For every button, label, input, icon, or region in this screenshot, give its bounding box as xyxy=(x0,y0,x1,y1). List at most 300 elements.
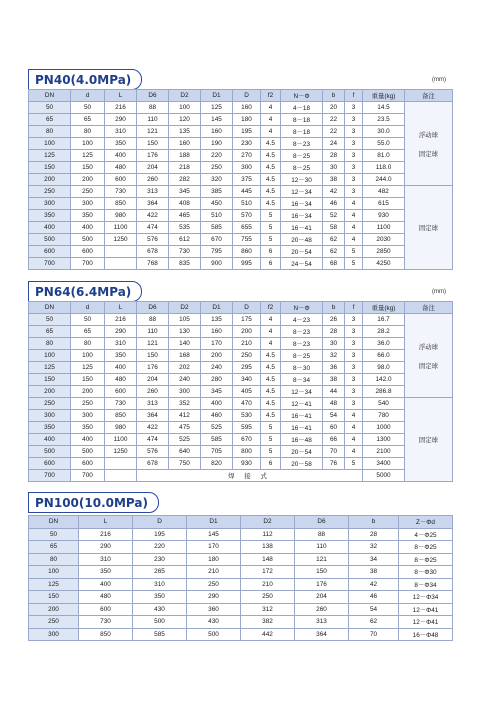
column-header: D xyxy=(233,302,261,314)
table-row xyxy=(29,616,453,629)
table-cell: 100 xyxy=(169,102,201,114)
table-cell: 125 xyxy=(29,362,71,374)
table-cell: 3 xyxy=(345,386,363,398)
table-cell: 24 xyxy=(323,138,345,150)
table-cell: 500 xyxy=(71,446,105,458)
table-cell: 350 xyxy=(71,422,105,434)
table-cell: 204 xyxy=(295,591,349,604)
table-cell: 290 xyxy=(79,541,133,554)
table-cell: 4.5 xyxy=(261,162,281,174)
table-cell: 312 xyxy=(241,603,295,616)
table-row xyxy=(29,566,453,579)
table-cell: 450 xyxy=(201,198,233,210)
pn64-header xyxy=(28,282,142,301)
table-cell: 3 xyxy=(345,174,363,186)
table-cell: 105 xyxy=(169,314,201,326)
table-cell: 160 xyxy=(169,138,201,150)
table-cell: 195 xyxy=(133,528,187,541)
table-cell: 34 xyxy=(349,553,399,566)
table-cell: 80 xyxy=(29,126,71,138)
table-cell: 510 xyxy=(233,198,261,210)
table-cell: 88 xyxy=(295,528,349,541)
table-cell: 150 xyxy=(137,350,169,362)
table-cell: 54 xyxy=(323,410,345,422)
table-cell: 204 xyxy=(137,374,169,386)
pn40-title: PN40(4.0MPa) xyxy=(28,69,142,90)
table-cell: 168 xyxy=(169,350,201,362)
table-cell: 270 xyxy=(233,150,261,162)
table-cell: 1100 xyxy=(105,222,137,234)
table-cell: 8－25 xyxy=(281,150,323,162)
table-cell: 930 xyxy=(363,210,405,222)
table-cell: 24－54 xyxy=(281,258,323,270)
pn100-title: PN100(10.0MPa) xyxy=(28,492,159,513)
table-cell: 600 xyxy=(79,603,133,616)
table-cell: 16－41 xyxy=(281,422,323,434)
table-cell: 46 xyxy=(349,591,399,604)
column-header: Z－Φd xyxy=(399,516,453,529)
table-cell: 180 xyxy=(233,114,261,126)
table-cell: 142.0 xyxy=(363,374,405,386)
column-header: d xyxy=(71,90,105,102)
table-cell: 350 xyxy=(29,422,71,434)
pn64-table xyxy=(28,301,453,482)
table-cell: 8－Φ34 xyxy=(399,578,453,591)
table-cell: 210 xyxy=(187,566,241,579)
table-cell: 350 xyxy=(71,210,105,222)
table-cell: 4.5 xyxy=(261,410,281,422)
table-row xyxy=(29,446,453,458)
table-cell: 640 xyxy=(169,446,201,458)
remark-floating-label: 浮动球 xyxy=(418,131,439,139)
table-cell: 310 xyxy=(105,338,137,350)
table-cell: 445 xyxy=(233,186,261,198)
table-cell: 16－41 xyxy=(281,410,323,422)
table-cell: 585 xyxy=(201,222,233,234)
table-cell: 290 xyxy=(105,114,137,126)
table-cell: 8－25 xyxy=(281,162,323,174)
table-cell: 600 xyxy=(29,458,71,470)
table-cell: 4.5 xyxy=(261,350,281,362)
table-cell: 474 xyxy=(137,434,169,446)
column-header: D1 xyxy=(201,302,233,314)
table-cell: 980 xyxy=(105,422,137,434)
table-cell: 300 xyxy=(29,628,79,641)
table-cell: 12－30 xyxy=(281,174,323,186)
table-cell: 576 xyxy=(137,446,169,458)
column-header: 备注 xyxy=(405,302,453,314)
table-cell: 313 xyxy=(137,398,169,410)
table-cell: 138 xyxy=(241,541,295,554)
table-cell: 730 xyxy=(105,398,137,410)
table-cell: 795 xyxy=(201,246,233,258)
table-cell: 26 xyxy=(323,314,345,326)
column-header: D1 xyxy=(201,90,233,102)
table-cell: 3 xyxy=(345,362,363,374)
table-cell: 3 xyxy=(345,150,363,162)
table-cell: 4 xyxy=(261,338,281,350)
table-cell xyxy=(105,458,137,470)
table-row xyxy=(29,314,453,326)
table-cell: 530 xyxy=(233,410,261,422)
table-cell: 570 xyxy=(233,210,261,222)
table-cell: 4 xyxy=(345,222,363,234)
table-cell: 4 xyxy=(345,446,363,458)
table-cell: 32 xyxy=(349,541,399,554)
table-cell: 300 xyxy=(29,410,71,422)
table-cell: 121 xyxy=(137,338,169,350)
table-cell: 62 xyxy=(323,246,345,258)
table-cell: 6 xyxy=(261,246,281,258)
table-cell: 16－Φ48 xyxy=(399,628,453,641)
column-header: b xyxy=(323,302,345,314)
table-cell: 4.5 xyxy=(261,138,281,150)
table-cell: 20－48 xyxy=(281,234,323,246)
table-cell: 230 xyxy=(133,553,187,566)
table-cell: 220 xyxy=(133,541,187,554)
table-cell: 8－23 xyxy=(281,326,323,338)
table-cell: 442 xyxy=(241,628,295,641)
column-header: b xyxy=(323,90,345,102)
table-cell: 300 xyxy=(71,198,105,210)
table-cell: 88 xyxy=(137,314,169,326)
table-cell: 290 xyxy=(105,326,137,338)
table-cell: 350 xyxy=(79,566,133,579)
table-cell: 930 xyxy=(233,458,261,470)
column-header: DN xyxy=(29,302,71,314)
table-cell: 80 xyxy=(71,126,105,138)
table-cell: 1100 xyxy=(105,434,137,446)
table-row xyxy=(29,338,453,350)
table-cell: 678 xyxy=(137,246,169,258)
table-cell: 150 xyxy=(295,566,349,579)
table-cell: 600 xyxy=(29,246,71,258)
table-cell: 12－Φ41 xyxy=(399,616,453,629)
table-row xyxy=(29,222,453,234)
table-cell: 290 xyxy=(187,591,241,604)
table-cell: 700 xyxy=(71,258,105,270)
table-cell: 130 xyxy=(169,326,201,338)
table-cell: 42 xyxy=(323,186,345,198)
table-cell: 280 xyxy=(201,374,233,386)
table-cell: 5 xyxy=(261,446,281,458)
table-cell: 655 xyxy=(233,222,261,234)
table-row xyxy=(29,374,453,386)
table-cell: 118.0 xyxy=(363,162,405,174)
table-cell: 216 xyxy=(79,528,133,541)
weld-type-cell: 焊 接 式 xyxy=(137,470,363,482)
table-cell: 5 xyxy=(345,246,363,258)
table-cell: 364 xyxy=(295,628,349,641)
table-cell: 204 xyxy=(137,162,169,174)
table-row xyxy=(29,114,453,126)
table-cell: 900 xyxy=(201,258,233,270)
table-cell: 14.5 xyxy=(363,102,405,114)
table-cell: 150 xyxy=(29,591,79,604)
table-cell: 135 xyxy=(169,126,201,138)
table-cell: 22 xyxy=(323,126,345,138)
table-cell: 405 xyxy=(233,386,261,398)
table-row xyxy=(29,528,453,541)
table-cell: 172 xyxy=(241,566,295,579)
table-cell: 3 xyxy=(345,102,363,114)
table-cell: 260 xyxy=(137,386,169,398)
table-cell: 460 xyxy=(201,410,233,422)
table-cell: 12－41 xyxy=(281,398,323,410)
table-cell: 3 xyxy=(345,374,363,386)
column-header: D2 xyxy=(241,516,295,529)
table-cell: 50 xyxy=(71,314,105,326)
column-header: 重量(kg) xyxy=(363,90,405,102)
table-cell: 470 xyxy=(233,398,261,410)
table-cell: 350 xyxy=(133,591,187,604)
table-cell: 240 xyxy=(201,362,233,374)
table-cell: 110 xyxy=(295,541,349,554)
table-cell: 585 xyxy=(201,434,233,446)
table-cell: 160 xyxy=(233,102,261,114)
table-cell: 28 xyxy=(323,326,345,338)
table-cell xyxy=(105,258,137,270)
table-cell: 350 xyxy=(105,138,137,150)
table-cell: 200 xyxy=(29,386,71,398)
table-cell: 38 xyxy=(349,566,399,579)
column-header: L xyxy=(105,90,137,102)
table-cell: 12－Φ41 xyxy=(399,603,453,616)
header-row xyxy=(29,516,453,529)
table-cell: 250 xyxy=(29,186,71,198)
column-header: 备注 xyxy=(405,90,453,102)
table-cell: 525 xyxy=(201,422,233,434)
table-cell: 422 xyxy=(137,422,169,434)
table-cell: 5 xyxy=(261,210,281,222)
column-header: D xyxy=(133,516,187,529)
table-cell: 4.5 xyxy=(261,386,281,398)
table-cell: 500 xyxy=(133,616,187,629)
table-cell: 20－54 xyxy=(281,446,323,458)
table-cell: 500 xyxy=(29,446,71,458)
table-cell: 705 xyxy=(201,446,233,458)
table-cell: 500 xyxy=(29,234,71,246)
table-cell: 250 xyxy=(201,162,233,174)
table-cell: 615 xyxy=(363,198,405,210)
table-cell: 20 xyxy=(323,102,345,114)
table-cell: 200 xyxy=(71,174,105,186)
table-cell: 535 xyxy=(169,222,201,234)
table-cell: 4.5 xyxy=(261,362,281,374)
column-header: N－Φ xyxy=(281,302,323,314)
table-cell: 700 xyxy=(71,470,105,482)
table-cell: 65 xyxy=(29,541,79,554)
table-cell: 300 xyxy=(233,162,261,174)
table-row xyxy=(29,541,453,554)
table-cell: 36.0 xyxy=(363,338,405,350)
table-cell: 300 xyxy=(29,198,71,210)
table-row xyxy=(29,198,453,210)
table-cell: 1250 xyxy=(105,234,137,246)
table-cell: 250 xyxy=(233,350,261,362)
table-cell: 5 xyxy=(261,422,281,434)
table-cell: 3 xyxy=(345,126,363,138)
table-cell: 38 xyxy=(323,174,345,186)
pn40-header xyxy=(28,70,142,89)
table-cell: 250 xyxy=(71,186,105,198)
table-cell: 430 xyxy=(133,603,187,616)
table-cell: 150 xyxy=(29,162,71,174)
column-header: L xyxy=(79,516,133,529)
remark-floating-ball xyxy=(405,314,453,398)
table-cell: 3 xyxy=(345,162,363,174)
table-cell: 58 xyxy=(323,222,345,234)
table-cell: 860 xyxy=(233,246,261,258)
table-cell: 20－54 xyxy=(281,246,323,258)
table-cell: 3 xyxy=(345,326,363,338)
table-cell: 345 xyxy=(169,186,201,198)
table-cell: 995 xyxy=(233,258,261,270)
table-cell: 4 xyxy=(345,422,363,434)
table-row xyxy=(29,162,453,174)
table-cell: 120 xyxy=(169,114,201,126)
table-cell: 8－Φ30 xyxy=(399,566,453,579)
table-cell: 670 xyxy=(201,234,233,246)
table-row xyxy=(29,138,453,150)
table-cell: 50 xyxy=(29,314,71,326)
table-row xyxy=(29,258,453,270)
table-cell: 400 xyxy=(29,222,71,234)
table-cell: 6 xyxy=(261,258,281,270)
table-cell: 202 xyxy=(169,362,201,374)
table-cell: 32 xyxy=(323,350,345,362)
table-cell: 4.5 xyxy=(261,374,281,386)
table-cell: 4 xyxy=(261,326,281,338)
table-cell: 12－34 xyxy=(281,186,323,198)
table-cell: 66 xyxy=(323,434,345,446)
table-cell: 4－23 xyxy=(281,314,323,326)
table-cell: 400 xyxy=(79,578,133,591)
table-cell: 480 xyxy=(79,591,133,604)
table-cell: 65 xyxy=(29,114,71,126)
table-cell: 400 xyxy=(105,362,137,374)
table-cell: 1300 xyxy=(363,434,405,446)
table-cell: 360 xyxy=(187,603,241,616)
table-cell: 210 xyxy=(233,338,261,350)
table-cell: 835 xyxy=(169,258,201,270)
table-cell: 100 xyxy=(29,138,71,150)
table-cell: 510 xyxy=(201,210,233,222)
table-cell: 30 xyxy=(323,338,345,350)
table-cell: 38 xyxy=(323,374,345,386)
column-header: D6 xyxy=(137,302,169,314)
table-cell: 42 xyxy=(349,578,399,591)
table-cell: 310 xyxy=(133,578,187,591)
column-header: f2 xyxy=(261,302,281,314)
table-cell: 180 xyxy=(187,553,241,566)
table-row xyxy=(29,410,453,422)
table-cell: 98.0 xyxy=(363,362,405,374)
table-cell: 4 xyxy=(345,210,363,222)
table-cell: 780 xyxy=(363,410,405,422)
table-cell: 295 xyxy=(233,362,261,374)
table-cell: 400 xyxy=(71,434,105,446)
table-cell: 350 xyxy=(105,350,137,362)
table-cell: 110 xyxy=(137,114,169,126)
table-cell: 110 xyxy=(137,326,169,338)
table-cell: 2100 xyxy=(363,446,405,458)
table-cell: 595 xyxy=(233,422,261,434)
remark-fixed-label: 固定球 xyxy=(418,362,439,370)
table-cell: 5 xyxy=(345,258,363,270)
table-cell: 250 xyxy=(29,616,79,629)
table-cell: 23.5 xyxy=(363,114,405,126)
table-cell: 8－Φ25 xyxy=(399,541,453,554)
table-cell: 300 xyxy=(71,410,105,422)
table-cell: 8－Φ25 xyxy=(399,553,453,566)
table-cell: 600 xyxy=(105,174,137,186)
table-cell: 46 xyxy=(323,198,345,210)
table-cell: 1000 xyxy=(363,422,405,434)
table-cell: 4 xyxy=(261,314,281,326)
table-cell: 8－30 xyxy=(281,362,323,374)
table-cell: 200 xyxy=(201,350,233,362)
table-row xyxy=(29,398,453,410)
table-cell: 176 xyxy=(137,150,169,162)
table-cell: 190 xyxy=(201,138,233,150)
table-cell: 216 xyxy=(105,102,137,114)
pn40-table xyxy=(28,89,453,270)
table-cell: 140 xyxy=(169,338,201,350)
table-cell: 320 xyxy=(201,174,233,186)
table-cell: 1100 xyxy=(363,222,405,234)
table-cell: 5 xyxy=(261,234,281,246)
table-cell xyxy=(105,470,137,482)
column-header: D1 xyxy=(187,516,241,529)
table-cell: 22 xyxy=(323,114,345,126)
table-cell: 4 xyxy=(345,434,363,446)
table-cell: 4.5 xyxy=(261,174,281,186)
table-cell: 88 xyxy=(137,102,169,114)
table-cell: 28.2 xyxy=(363,326,405,338)
table-cell: 3 xyxy=(345,350,363,362)
table-cell: 135 xyxy=(201,314,233,326)
pn40-unit: (mm) xyxy=(432,77,446,83)
table-cell: 500 xyxy=(187,628,241,641)
table-cell: 145 xyxy=(201,114,233,126)
table-cell: 20－58 xyxy=(281,458,323,470)
table-cell: 3 xyxy=(345,186,363,198)
column-header: DN xyxy=(29,90,71,102)
table-cell: 310 xyxy=(79,553,133,566)
remark-floating-label: 浮动球 xyxy=(418,343,439,351)
table-row xyxy=(29,603,453,616)
table-row xyxy=(29,591,453,604)
table-row xyxy=(29,174,453,186)
table-cell: 4 xyxy=(345,410,363,422)
column-header: DN xyxy=(29,516,79,529)
table-cell: 4 xyxy=(261,126,281,138)
pn64-title: PN64(6.4MPa) xyxy=(28,281,142,302)
table-cell: 160 xyxy=(201,126,233,138)
table-cell: 12－Φ34 xyxy=(399,591,453,604)
table-cell: 585 xyxy=(133,628,187,641)
table-cell: 44 xyxy=(323,386,345,398)
table-cell xyxy=(105,246,137,258)
table-cell: 678 xyxy=(137,458,169,470)
table-cell: 250 xyxy=(29,398,71,410)
table-cell: 16.7 xyxy=(363,314,405,326)
remark-fixed-ball: 固定球 xyxy=(405,186,453,270)
table-cell: 700 xyxy=(29,470,71,482)
table-cell: 70 xyxy=(349,628,399,641)
table-cell: 200 xyxy=(29,603,79,616)
